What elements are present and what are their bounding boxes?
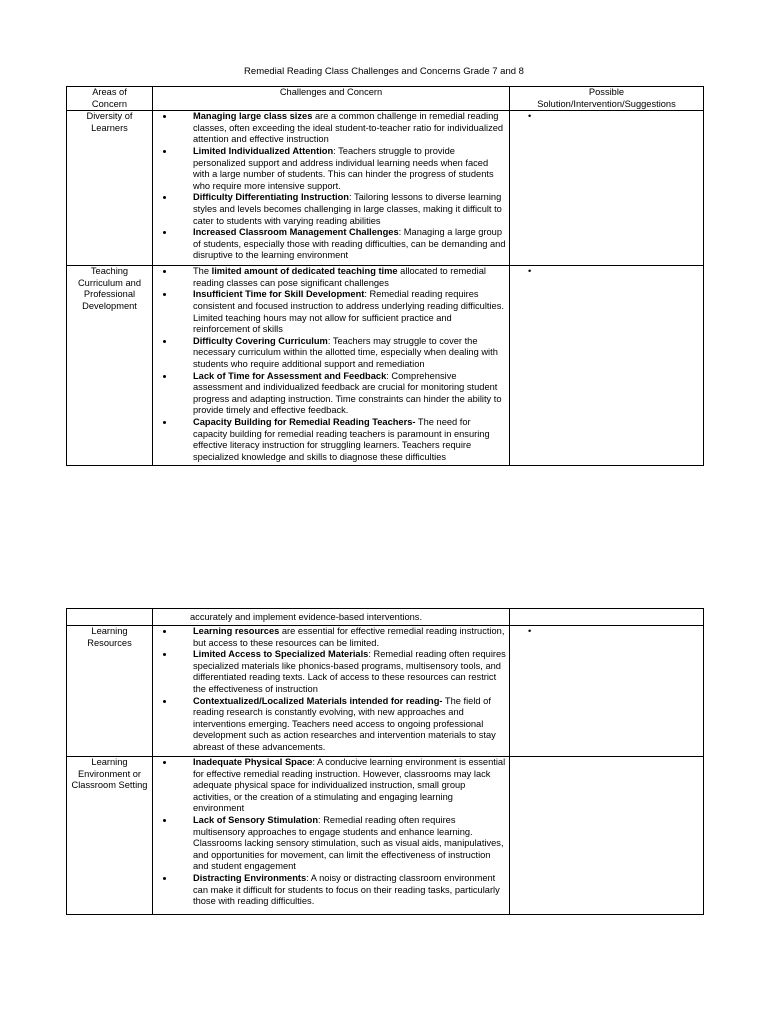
header-solutions: Possible Solution/Intervention/Suggestions bbox=[510, 87, 704, 111]
challenges-diversity bbox=[153, 111, 510, 266]
table-header-row bbox=[67, 87, 704, 111]
document-title: Remedial Reading Class Challenges and Concerns Grade 7 and 8 bbox=[244, 66, 524, 77]
list-item: • Difficulty Covering Curriculum: Teachers may struggle to cover the necessary curriculum within the allotted time, especially when dealing with students who require additional support and remediation bbox=[175, 336, 506, 371]
challenges-continuation: accurately and implement evidence-based interventions. bbox=[153, 609, 510, 626]
concerns-table-page1 bbox=[66, 86, 704, 466]
solution-curriculum bbox=[510, 266, 704, 466]
solution-bullet bbox=[528, 626, 700, 638]
header-challenges: Challenges and Concern bbox=[153, 87, 510, 111]
list-item: • Inadequate Physical Space: A conducive learning environment is essential for effective remedial reading instruction. However, classrooms may lack adequate physical space for individualized instruction, small group activities, or the creation of a stimulating and engaging learning environment bbox=[175, 757, 506, 815]
solution-diversity bbox=[510, 111, 704, 266]
solution-continuation bbox=[510, 609, 704, 626]
list-item: • Lack of Time for Assessment and Feedback: Comprehensive assessment and individualized feedback are crucial for monitoring student progress and adapting instruction. Time constraints can hinder the ability to provide timely and effective feedback. bbox=[175, 371, 506, 417]
challenges-resources bbox=[153, 626, 510, 757]
list-item: • Difficulty Differentiating Instruction: Tailoring lessons to diverse learning styles and levels becomes challenging in large classes, making it difficult to cater to students with varying reading abilities bbox=[175, 192, 506, 227]
list-item: • Limited Access to Specialized Materials: Remedial reading often requires specialized materials like phonics-based programs, multisensory tools, and differentiated reading texts. Lack of access to these resources can restrict the effectiveness of instruction bbox=[175, 649, 506, 695]
list-item: • Managing large class sizes are a common challenge in remedial reading classes, often exceeding the ideal student-to-teacher ratio for individualized attention and effective instruction bbox=[175, 111, 506, 146]
list-item: • Contextualized/Localized Materials intended for reading- The field of reading research is constantly evolving, with new approaches and interventions emerging. Teachers need access to ongoing professional development such as action researches and intervention materials to stay abreast of these advancements. bbox=[175, 696, 506, 754]
table-row-resources bbox=[67, 626, 704, 757]
area-continuation bbox=[67, 609, 153, 626]
table-row-diversity bbox=[67, 111, 704, 266]
list-item: • The limited amount of dedicated teaching time allocated to remedial reading classes can pose significant challenges bbox=[175, 266, 506, 289]
list-item: • Learning resources are essential for effective remedial reading instruction, but access to these resources can be limited. bbox=[175, 626, 506, 649]
area-curriculum: Teaching Curriculum and Professional Development bbox=[67, 266, 153, 466]
list-item: • Limited Individualized Attention: Teachers struggle to provide personalized support and address individual learning needs when faced with a large number of students. This can hinder the progress of students who require more intensive support. bbox=[175, 146, 506, 192]
list-item: • Capacity Building for Remedial Reading Teachers- The need for capacity building for remedial reading teachers is paramount in ensuring effective literacy instruction for struggling learners. Teachers require specialized knowledge and skills to diagnose these difficulties bbox=[175, 417, 506, 463]
solution-resources bbox=[510, 626, 704, 757]
area-resources: Learning Resources bbox=[67, 626, 153, 757]
list-item: • Distracting Environments: A noisy or distracting classroom environment can make it difficult for students to focus on their reading tasks, particularly those with reading difficulties. bbox=[175, 873, 506, 908]
table-row-curriculum bbox=[67, 266, 704, 466]
area-environment: Learning Environment or Classroom Setting bbox=[67, 757, 153, 915]
list-item: • Insufficient Time for Skill Development: Remedial reading requires consistent and focused instruction to address underlying reading difficulties. Limited teaching hours may not allow for sufficient practice and reinforcement of skills bbox=[175, 289, 506, 335]
concerns-table-page2 bbox=[66, 608, 704, 915]
list-item: • Increased Classroom Management Challenges: Managing a large group of students, especially those with reading difficulties, can be demanding and disruptive to the learning environment bbox=[175, 227, 506, 262]
challenges-environment bbox=[153, 757, 510, 915]
list-item: • Lack of Sensory Stimulation: Remedial reading often requires multisensory approaches to engage students and enhance learning. Classrooms lacking sensory stimulation, such as visual aids, manipulatives, and opportunities for movement, can limit the effectiveness of instruction and student engagement bbox=[175, 815, 506, 873]
header-areas-of-concern: Areas of Concern bbox=[67, 87, 153, 111]
table-row-continuation bbox=[67, 609, 704, 626]
challenges-curriculum bbox=[153, 266, 510, 466]
solution-bullet bbox=[528, 266, 700, 278]
solution-bullet bbox=[528, 111, 700, 123]
area-diversity: Diversity of Learners bbox=[67, 111, 153, 266]
table-row-environment bbox=[67, 757, 704, 915]
solution-environment bbox=[510, 757, 704, 915]
